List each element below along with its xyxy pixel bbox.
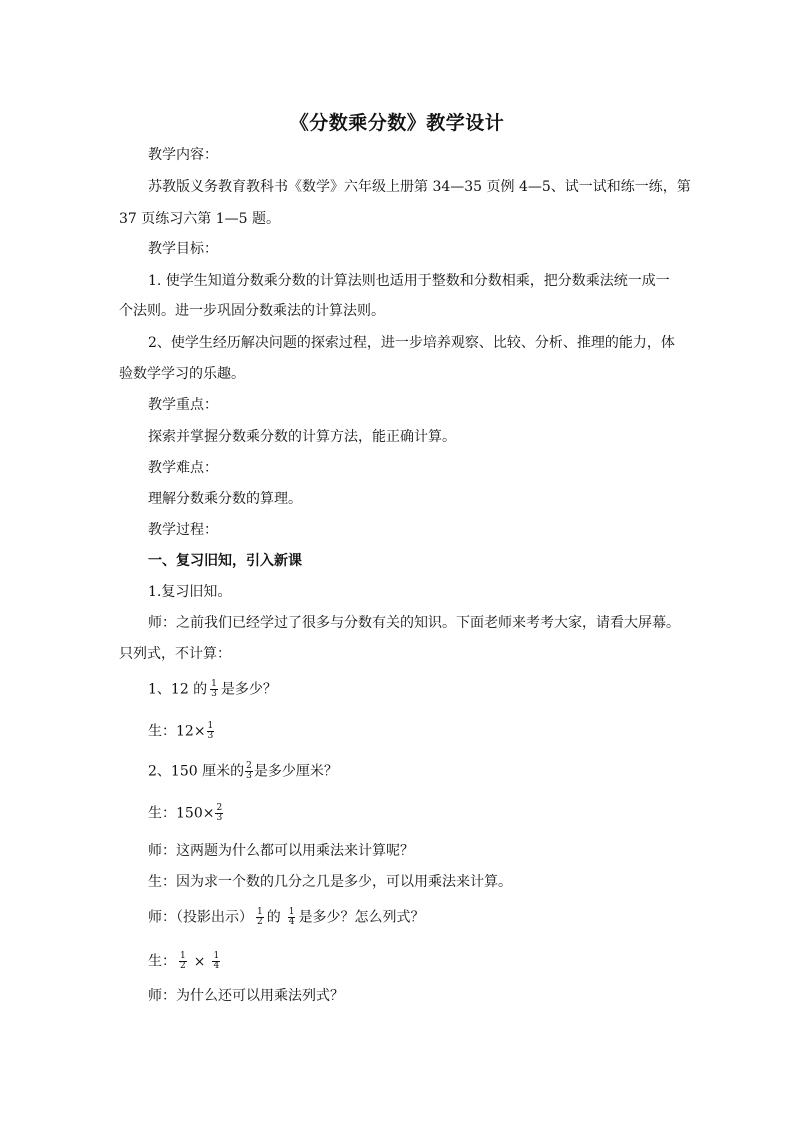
goal-2-line-1: 2、使学生经历解决问题的探索过程，进一步培养观察、比较、分析、推理的能力，体	[148, 335, 675, 351]
goals-heading: 教学目标：	[148, 241, 218, 257]
document-title: 《分数乘分数》教学设计	[289, 112, 505, 134]
answer-2	[148, 804, 224, 823]
key-text: 探索并掌握分数乘分数的计算方法，能正确计算。	[148, 429, 456, 445]
fraction-denominator: 3	[207, 731, 214, 741]
question-2-prefix: 2、150 厘米的	[148, 763, 245, 780]
student-3-prefix: 生：	[148, 953, 176, 970]
teacher-3-suffix: 是多少？怎么列式？	[298, 909, 425, 926]
question-1-suffix: 是多少？	[220, 681, 277, 698]
answer-1	[148, 722, 215, 741]
goal-2-line-2: 验数学学习的乐趣。	[119, 366, 245, 382]
fraction-numerator: 1	[288, 907, 295, 917]
times-sign: ×	[193, 953, 206, 970]
fraction-denominator: 3	[246, 771, 252, 781]
difficulty-heading: 教学难点：	[148, 460, 218, 476]
step-1: 1.复习旧知。	[148, 584, 232, 600]
teacher-3-prefix: 师：（投影出示）	[148, 909, 253, 926]
key-heading: 教学重点：	[148, 397, 218, 413]
fraction-one-half	[179, 952, 187, 971]
question-2-suffix: 是多少厘米？	[253, 763, 338, 780]
fraction-numerator: 1	[213, 951, 220, 961]
content-heading: 教学内容：	[148, 147, 218, 163]
fraction-two-thirds	[245, 762, 253, 781]
goal-1-line-1: 1. 使学生知道分数乘分数的计算法则也适用于整数和分数相乘，把分数乘法统一成一	[148, 273, 670, 289]
fraction-numerator: 1	[180, 951, 186, 961]
fraction-numerator: 1	[207, 721, 214, 731]
answer-1-prefix: 生：12×	[148, 723, 206, 740]
fraction-numerator: 2	[246, 761, 252, 771]
fraction-one-third	[210, 680, 218, 699]
fraction-denominator: 2	[180, 961, 186, 971]
goal-1-line-2: 个法则。进一步巩固分数乘法的计算法则。	[119, 303, 385, 319]
difficulty-text: 理解分数乘分数的算理。	[148, 491, 302, 507]
content-text-line-1: 苏教版义务教育教科书《数学》六年级上册第 34—35 页例 4—5、试一试和练一练，第	[148, 179, 691, 195]
fraction-denominator: 3	[211, 689, 217, 699]
teacher-4: 师：为什么还可以用乘法列式？	[148, 988, 344, 1004]
fraction-denominator: 2	[257, 917, 263, 927]
fraction-one-quarter	[212, 952, 220, 971]
teacher-1-line-2: 只列式，不计算：	[119, 646, 231, 662]
fraction-denominator: 4	[288, 917, 295, 927]
fraction-one-quarter	[288, 908, 296, 927]
answer-2-prefix: 生：150×	[148, 805, 215, 822]
teacher-3	[148, 908, 424, 927]
question-1	[148, 680, 277, 699]
content-text-line-2: 37 页练习六第 1—5 题。	[119, 211, 280, 227]
teacher-2: 师：这两题为什么都可以用乘法来计算呢？	[148, 843, 414, 859]
fraction-two-thirds	[215, 804, 223, 823]
fraction-one-half	[256, 908, 264, 927]
teacher-3-mid: 的	[266, 909, 281, 926]
question-2	[148, 762, 338, 781]
fraction-denominator: 4	[213, 961, 220, 971]
process-heading: 教学过程：	[148, 522, 218, 538]
fraction-denominator: 3	[216, 813, 223, 823]
student-3	[148, 952, 223, 971]
question-1-prefix: 1、12 的	[148, 681, 208, 698]
fraction-one-third	[207, 722, 215, 741]
student-2: 生：因为求一个数的几分之几是多少，可以用乘法来计算。	[148, 874, 512, 890]
section-1-heading: 一、复习旧知，引入新课	[148, 553, 302, 569]
fraction-numerator: 1	[211, 679, 217, 689]
teacher-1-line-1: 师：之前我们已经学过了很多与分数有关的知识。下面老师来考考大家，请看大屏幕。	[148, 615, 680, 631]
fraction-numerator: 1	[257, 907, 263, 917]
fraction-numerator: 2	[216, 803, 223, 813]
